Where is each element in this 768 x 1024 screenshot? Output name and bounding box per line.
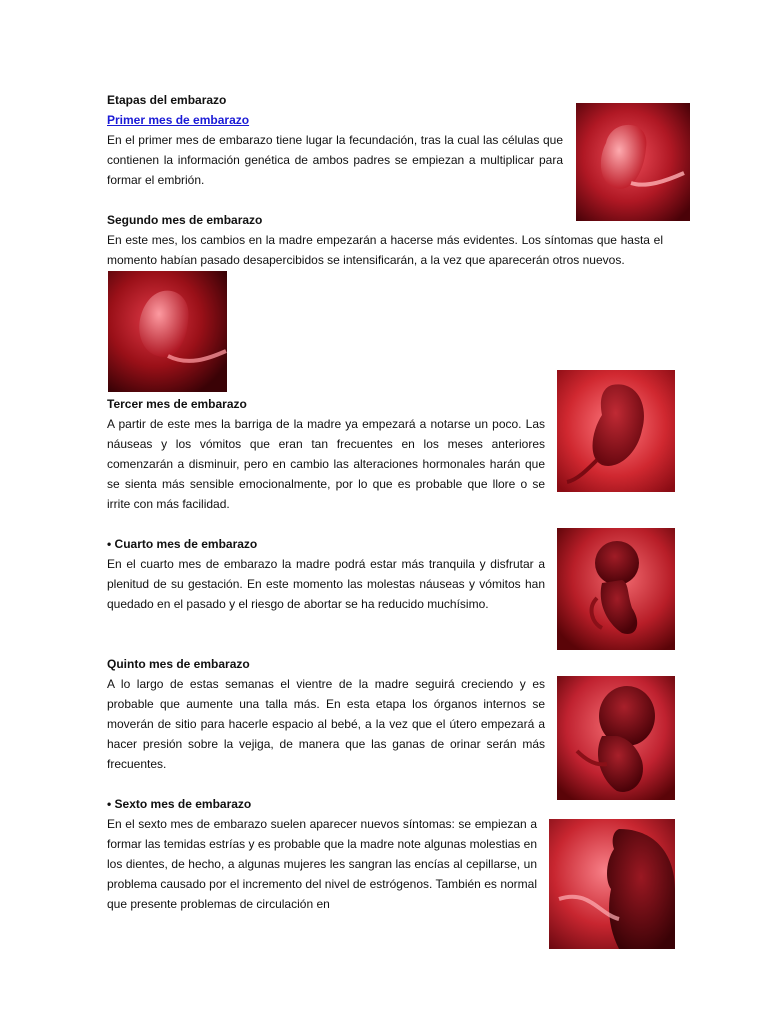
embryo-month-2-image [108,271,227,392]
section-2-heading: Segundo mes de embarazo [107,213,263,227]
embryo-month-5-image [557,676,675,800]
embryo-month-3-image [557,370,675,492]
section-3-text: A partir de este mes la barriga de la madre ya empezará a notarse un poco. Las náuseas y los vómitos que eran tan frecuentes en los meses anteriores comenzarán a disminuir, pero en cambio las alteraciones hormonales harán que se sienta más sensible emocionalmente, por lo que es probable que llore o se irrite con más facilidad. [107,417,545,511]
section-1-text: En el primer mes de embarazo tiene lugar la fecundación, tras la cual las células que contienen la información genética de ambos padres se empiezan a multiplicar para formar el embrión. [107,133,563,187]
section-6-text: En el sexto mes de embarazo suelen aparecer nuevos síntomas: se empiezan a formar las temidas estrías y es probable que la madre note algunas molestias en los dientes, de hecho, a algunas mujeres les sangran las encías al cepillarse, un problema causado por el incremento del nivel de estrógenos. También es normal que presente problemas de circulación en [107,817,537,911]
section-4-text: En el cuarto mes de embarazo la madre podrá estar más tranquila y disfrutar a plenitud de su gestación. En este momento las molestas náuseas y vómitos han quedado en el pasado y el riesgo de abortar se ha reducido muchísimo. [107,557,545,611]
section-4-heading: • Cuarto mes de embarazo [107,537,258,551]
section-3-heading: Tercer mes de embarazo [107,397,247,411]
first-month-link[interactable]: Primer mes de embarazo [107,113,250,127]
section-6-heading: • Sexto mes de embarazo [107,797,252,811]
section-5-text: A lo largo de estas semanas el vientre de la madre seguirá creciendo y es probable que aumente una talla más. En esta etapa los órganos internos se moverán de sitio para hacerle espacio al bebé, a la vez que el útero empezará a hacer presión sobre la vejiga, de manera que las ganas de orinar serán más frecuentes. [107,677,545,771]
embryo-month-4-image [557,528,675,650]
section-5-heading: Quinto mes de embarazo [107,657,250,671]
embryo-month-1-image [576,103,690,221]
section-2-text: En este mes, los cambios en la madre empezarán a hacerse más evidentes. Los síntomas que hasta el momento habían pasado desapercibidos se intensificarán, a la vez que aparecerán otros nuevos. [107,233,663,267]
document-title: Etapas del embarazo [107,93,227,107]
embryo-month-6-image [549,819,675,949]
